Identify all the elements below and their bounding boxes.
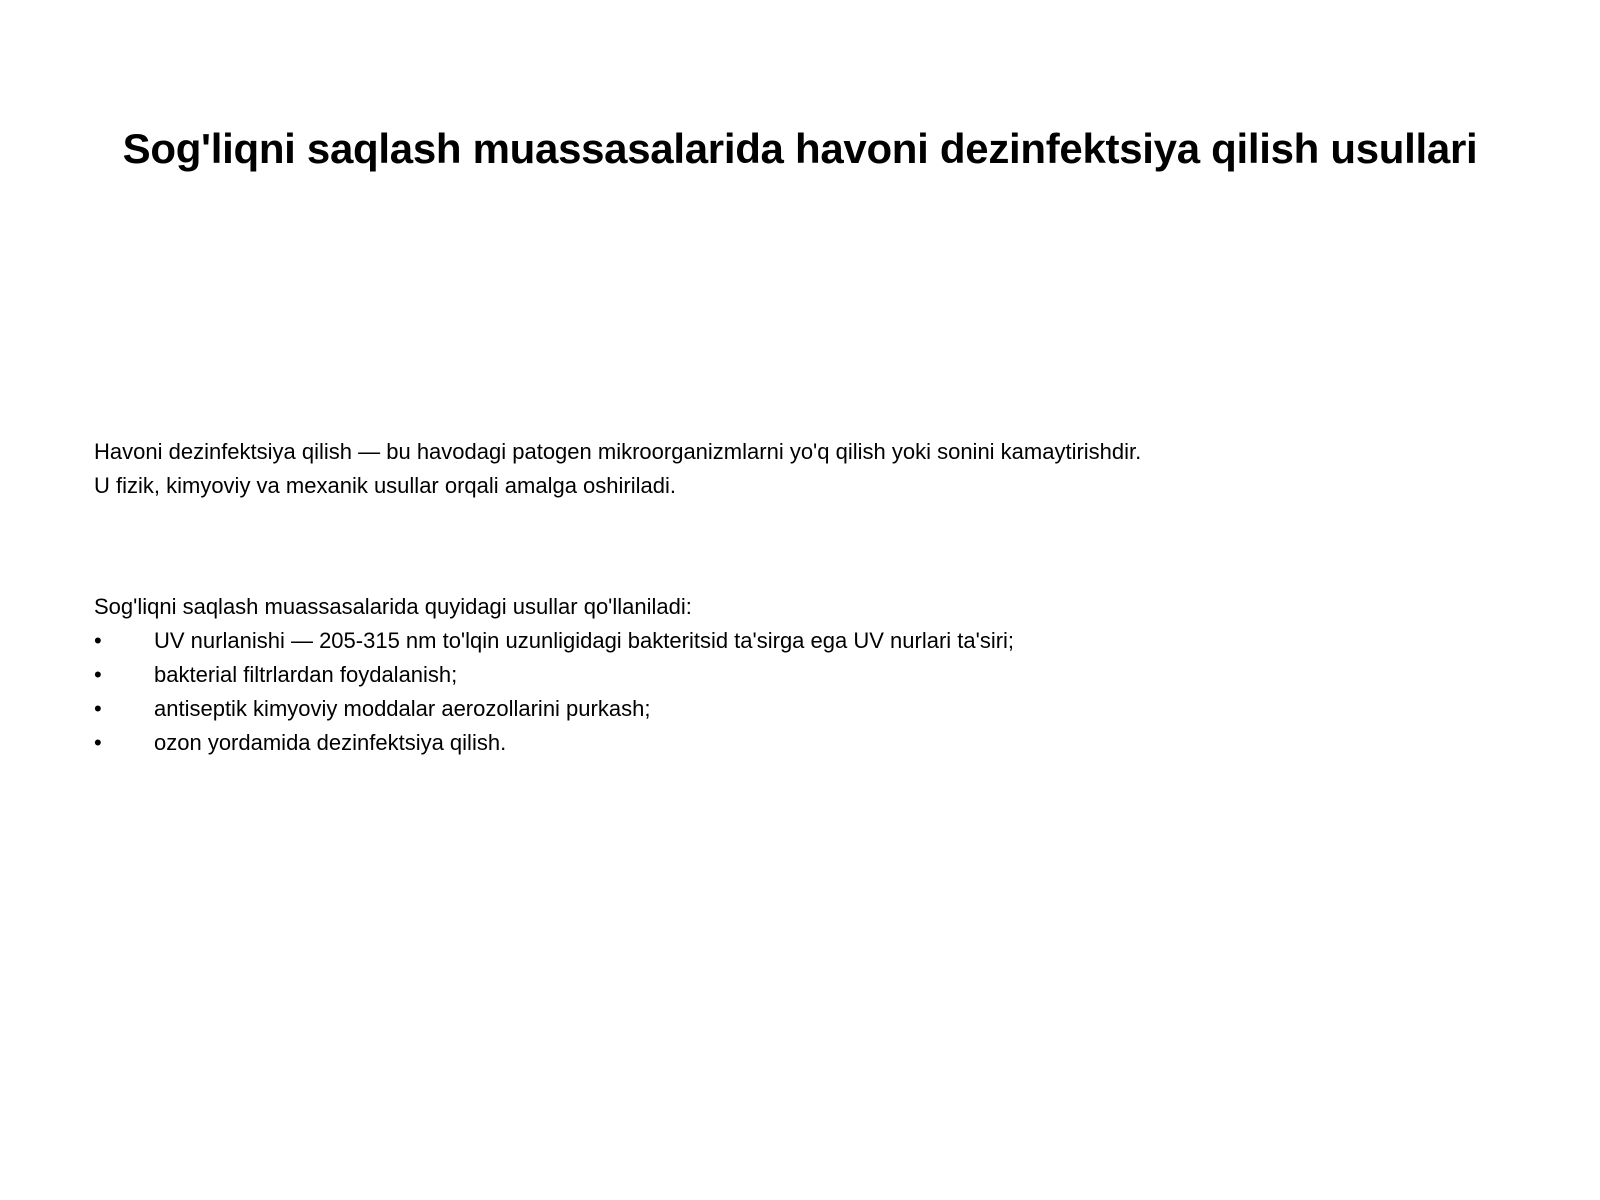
- list-item-text: ozon yordamida dezinfektsiya qilish.: [154, 730, 507, 755]
- intro-paragraph: [94, 435, 1514, 503]
- bullet-icon: •: [94, 696, 102, 721]
- methods-section: [94, 590, 1514, 760]
- methods-lead: Sog'liqni saqlash muassasalarida quyidagi usullar qo'llaniladi:: [94, 594, 692, 619]
- list-item-text: antiseptik kimyoviy moddalar aerozollarini purkash;: [154, 696, 651, 721]
- methods-list: [94, 624, 1514, 760]
- intro-line: U fizik, kimyoviy va mexanik usullar orqali amalga oshiriladi.: [94, 473, 676, 498]
- list-item: [94, 726, 1514, 760]
- slide-title: Sog'liqni saqlash muassasalarida havoni dezinfektsiya qilish usullari: [122, 125, 1478, 172]
- list-item: [94, 658, 1514, 692]
- intro-line: Havoni dezinfektsiya qilish — bu havodagi patogen mikroorganizmlarni yo'q qilish yoki sonini kamaytirishdir.: [94, 439, 1142, 464]
- list-item-text: bakterial filtrlardan foydalanish;: [154, 662, 458, 687]
- bullet-icon: •: [94, 628, 102, 653]
- list-item: [94, 692, 1514, 726]
- list-item: [94, 624, 1514, 658]
- list-item-text: UV nurlanishi — 205-315 nm to'lqin uzunligidagi bakteritsid ta'sirga ega UV nurlari ta'siri;: [154, 628, 1015, 653]
- bullet-icon: •: [94, 730, 102, 755]
- bullet-icon: •: [94, 662, 102, 687]
